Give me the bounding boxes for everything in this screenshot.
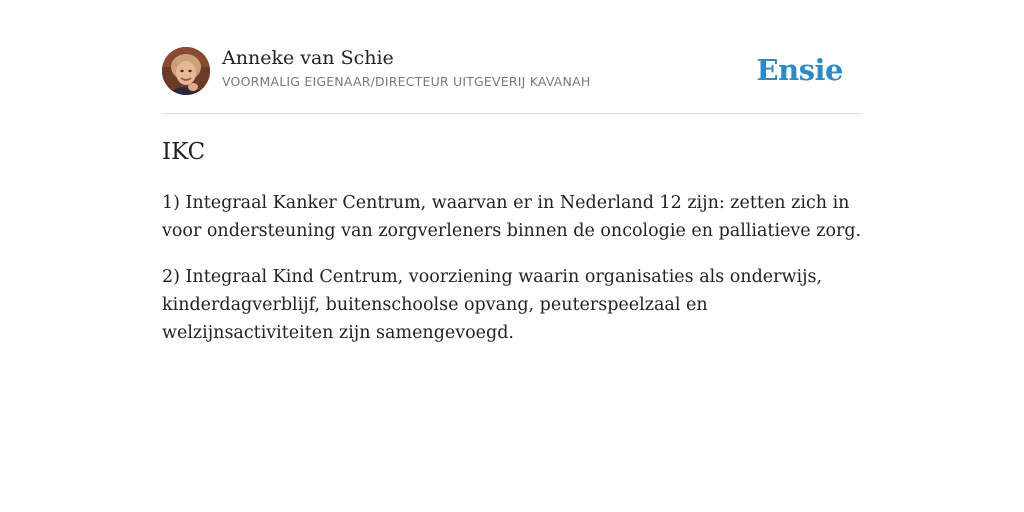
header-divider — [162, 113, 862, 114]
definition-list — [162, 189, 872, 365]
author-role: VOORMALIG EIGENAAR/DIRECTEUR UITGEVERIJ KAVANAH — [222, 74, 591, 89]
definition-item: 1) Integraal Kanker Centrum, waarvan er in Nederland 12 zijn: zetten zich in voor ondersteuning van zorgverleners binnen de oncologie en palliatieve zorg. — [162, 193, 862, 241]
entry-card — [162, 0, 862, 512]
avatar[interactable] — [162, 47, 210, 95]
author-name[interactable]: Anneke van Schie — [222, 47, 394, 69]
author-block — [162, 46, 862, 96]
definition-item: 2) Integraal Kind Centrum, voorziening waarin organisaties als onderwijs, kinderdagverblijf, buitenschoolse opvang, peuterspeelzaal en welzijnsactiviteiten zijn samengevoegd. — [162, 267, 823, 343]
ensie-logo[interactable]: Ensie — [756, 53, 843, 87]
entry-term: IKC — [162, 139, 206, 165]
person-photo-icon — [162, 47, 210, 95]
